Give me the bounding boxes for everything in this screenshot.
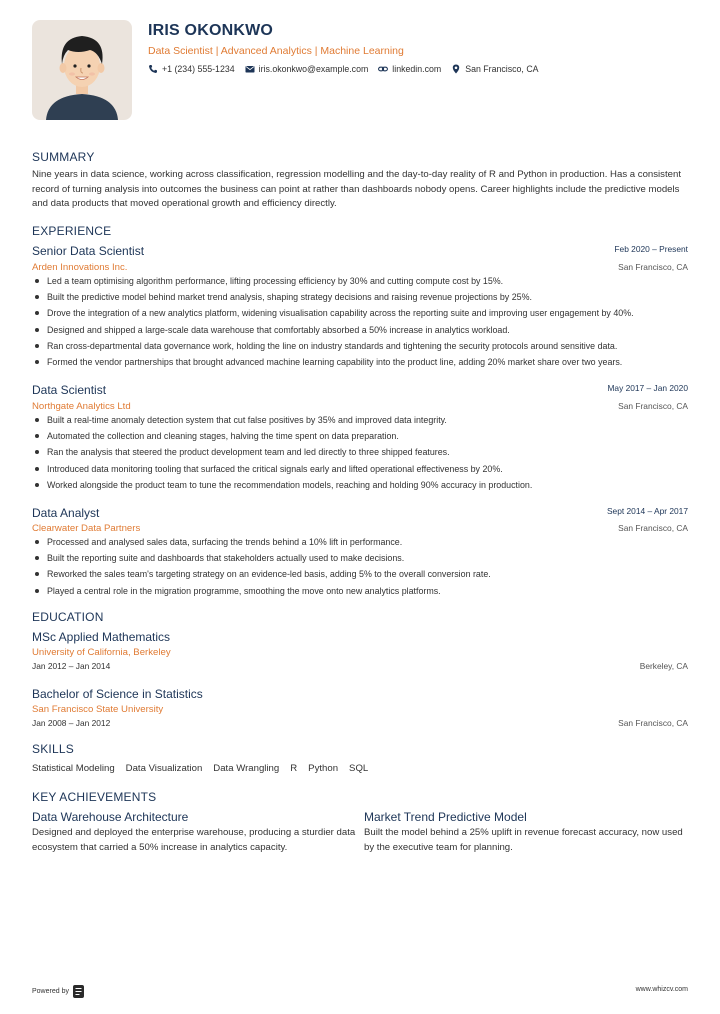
headline: Data Scientist | Advanced Analytics | Machine Learning — [148, 45, 404, 57]
section-education-heading: EDUCATION — [32, 610, 104, 624]
candidate-name: IRIS OKONKWO — [148, 22, 274, 39]
job-bullet: Ran the analysis that steered the product development team and led directly to three shipped features. — [32, 446, 692, 462]
job-location: San Francisco, CA — [618, 523, 688, 533]
job-title: Senior Data Scientist — [32, 244, 145, 258]
contact-bar — [148, 64, 539, 74]
job-bullet: Built the reporting suite and dashboards that stakeholders actually used to make decisions. — [32, 552, 692, 568]
link-icon — [378, 64, 388, 74]
job-dates: Sept 2014 – Apr 2017 — [606, 506, 688, 516]
skill-item: Data Wrangling — [213, 763, 280, 774]
skills-list — [32, 763, 368, 774]
phone-icon — [148, 64, 158, 74]
job-bullet: Introduced data monitoring tooling that surfaced the critical signals early and lifted operational effectiveness by 20%. — [32, 463, 692, 479]
avatar — [32, 20, 132, 120]
education-dates: Jan 2012 – Jan 2014 — [32, 661, 111, 671]
contact-location — [451, 64, 538, 74]
job-bullet: Ran cross-departmental data governance work, holding the line on industry standards and tightening the security protocols around sensitive data. — [32, 340, 692, 356]
job-bullet: Worked alongside the product team to tune the recommendation models, reaching and holding 90% accuracy in production. — [32, 479, 692, 495]
school-name: San Francisco State University — [32, 704, 164, 715]
education-location: Berkeley, CA — [639, 661, 688, 671]
job-bullet: Designed and shipped a large-scale data warehouse that comfortably absorbed a 50% increase in analytics workload. — [32, 324, 692, 340]
document-icon — [73, 985, 84, 998]
job-bullet: Built a real-time anomaly detection system that cut false positives by 35% and improved data integrity. — [32, 414, 692, 430]
education-dates: Jan 2008 – Jan 2012 — [32, 718, 111, 728]
job-bullet: Formed the vendor partnerships that brought advanced machine learning capability into the product line, adding 20% market share over two years. — [32, 356, 692, 372]
job-dates: May 2017 – Jan 2020 — [607, 383, 688, 393]
job-bullet: Processed and analysed sales data, surfacing the trends behind a 10% lift in performance. — [32, 536, 692, 552]
section-summary-heading: SUMMARY — [32, 150, 95, 164]
whizcv-logo-icon[interactable] — [73, 985, 84, 998]
job-bullet: Automated the collection and cleaning stages, halving the time spent on data preparation. — [32, 430, 692, 446]
job-bullet: Played a central role in the migration programme, smoothing the move onto new analytics platforms. — [32, 585, 692, 601]
contact-email — [245, 64, 369, 74]
linkedin-text[interactable]: linkedin.com — [392, 64, 442, 74]
achievement-title: Data Warehouse Architecture — [32, 810, 189, 824]
school-name: University of California, Berkeley — [32, 647, 171, 658]
skill-item: Statistical Modeling — [32, 763, 115, 774]
job-bullet: Built the predictive model behind market trend analysis, shaping strategy decisions and raising revenue projections by 25%. — [32, 291, 692, 307]
job-company: Clearwater Data Partners — [32, 523, 141, 534]
job-bullets — [32, 275, 692, 372]
job-company: Northgate Analytics Ltd — [32, 401, 131, 412]
achievement-text: Designed and deployed the enterprise warehouse, producing a sturdier data ecosystem that carried a 50% increase in analytics capacity. — [32, 827, 356, 853]
degree-title: MSc Applied Mathematics — [32, 630, 171, 644]
job-bullets — [32, 414, 692, 495]
achievement-text: Built the model behind a 25% uplift in revenue forecast accuracy, now used by the executive team for planning. — [364, 827, 683, 853]
footer-site-link[interactable]: www.whizcv.com — [635, 986, 688, 993]
job-company: Arden Innovations Inc. — [32, 262, 128, 273]
contact-linkedin — [378, 64, 441, 74]
job-bullet: Drove the integration of a new analytics platform, widening visualisation capability across the reporting suite and improving user engagement by 40%. — [32, 307, 692, 323]
skill-item: Python — [308, 763, 339, 774]
section-experience-heading: EXPERIENCE — [32, 224, 112, 238]
powered-by-text: Powered by — [32, 988, 69, 995]
footer-powered-by — [32, 985, 84, 998]
job-title: Data Analyst — [32, 506, 100, 520]
job-bullet: Reworked the sales team's targeting strategy on an evidence-led basis, adding 5% to the overall conversion rate. — [32, 568, 692, 584]
skill-item: Data Visualization — [125, 763, 203, 774]
degree-title: Bachelor of Science in Statistics — [32, 687, 203, 701]
skill-item: SQL — [349, 763, 369, 774]
job-bullet: Led a team optimising algorithm performance, lifting processing efficiency by 30% and cutting compute cost by 15%. — [32, 275, 692, 291]
mail-icon — [245, 64, 255, 74]
job-title: Data Scientist — [32, 383, 107, 397]
achievement-title: Market Trend Predictive Model — [364, 810, 527, 824]
avatar-illustration — [32, 20, 132, 120]
section-skills-heading: SKILLS — [32, 742, 74, 756]
education-location: San Francisco, CA — [618, 718, 688, 728]
summary-text: Nine years in data science, working across classification, regression modelling and the day-to-day reality of R and Python in production. Has a consistent record of turning analysis into outcomes the business can point at rather than dashboards nobody opens. Career highlights include the predictive models and data products that moved operational growth and efficiency directly. — [32, 169, 681, 209]
job-bullets — [32, 536, 692, 601]
email-text[interactable]: iris.okonkwo@example.com — [258, 64, 369, 74]
location-text: San Francisco, CA — [465, 64, 539, 74]
skill-item: R — [290, 763, 298, 774]
phone-text[interactable]: +1 (234) 555-1234 — [162, 64, 235, 74]
job-dates: Feb 2020 – Present — [614, 244, 688, 254]
contact-phone — [148, 64, 235, 74]
job-location: San Francisco, CA — [618, 401, 688, 411]
location-pin-icon — [451, 64, 461, 74]
section-achievements-heading: KEY ACHIEVEMENTS — [32, 790, 157, 804]
job-location: San Francisco, CA — [618, 262, 688, 272]
